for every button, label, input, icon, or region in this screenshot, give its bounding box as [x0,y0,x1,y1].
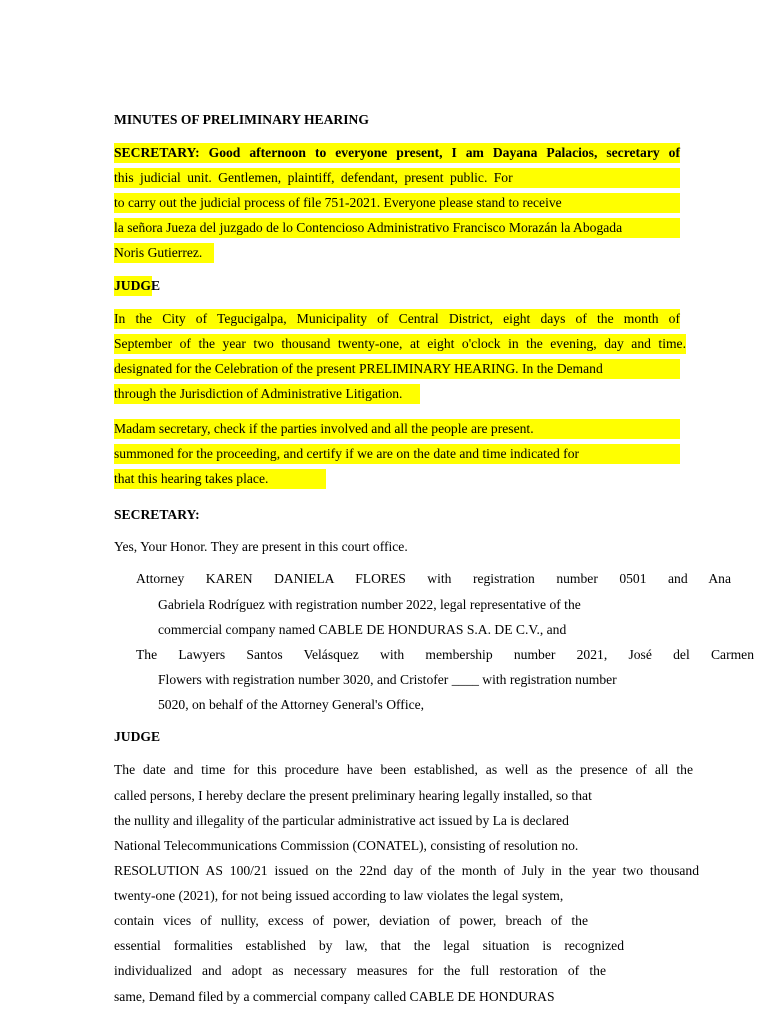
judge-paragraph-line: summoned for the proceeding, and certify if we are on the date and time indicated for [114,444,680,464]
attendee-line: 5020, on behalf of the Attorney General's Office, [158,697,425,712]
judge-paragraph-line: Madam secretary, check if the parties involved and all the people are present. [114,419,680,439]
judge-paragraph-line: essential formalities established by law, that the legal situation is recognized [114,938,624,953]
secretary-reply: Yes, Your Honor. They are present in this court office. [114,539,408,554]
attendee-line: commercial company named CABLE DE HONDURAS S.A. DE C.V., and [158,622,567,637]
judge-paragraph-line: through the Jurisdiction of Administrative Litigation. [114,384,420,404]
judge-paragraph-line: National Telecommunications Commission (CONATEL), consisting of resolution no. [114,838,579,853]
judge-heading: JUDGE [114,729,161,744]
judge-paragraph-line: The date and time for this procedure have been established, as well as the presence of all the [114,762,693,777]
judge-heading: JUDGE [114,276,160,296]
judge-paragraph-line: RESOLUTION AS 100/21 issued on the 22nd day of the month of July in the year two thousand [114,863,699,878]
judge-paragraph-line: contain vices of nullity, excess of power, deviation of power, breach of the [114,913,588,928]
document-title: MINUTES OF PRELIMINARY HEARING [114,112,369,127]
judge-paragraph-line: twenty-one (2021), for not being issued according to law violates the legal system, [114,888,564,903]
judge-paragraph-line: individualized and adopt as necessary measures for the full restoration of the [114,963,606,978]
attendee-line: Attorney KAREN DANIELA FLORES with registration number 0501 and Ana [136,571,731,586]
judge-paragraph-line: September of the year two thousand twenty-one, at eight o'clock in the evening, day and time. [114,334,686,354]
attendee-line: Gabriela Rodríguez with registration number 2022, legal representative of the [158,597,581,612]
secretary-intro-line: this judicial unit. Gentlemen, plaintiff, defendant, present public. For [114,168,680,188]
judge-paragraph-line: In the City of Tegucigalpa, Municipality of Central District, eight days of the month of [114,309,680,329]
judge-paragraph-line: called persons, I hereby declare the present preliminary hearing legally installed, so that [114,788,592,803]
secretary-intro-line: to carry out the judicial process of file 751-2021. Everyone please stand to receive [114,193,680,213]
judge-paragraph-line: the nullity and illegality of the particular administrative act issued by La is declared [114,813,569,828]
secretary-heading: SECRETARY: [114,507,200,522]
judge-paragraph-line: that this hearing takes place. [114,469,326,489]
secretary-intro-lead: SECRETARY: Good afternoon to everyone present, I am Dayana Palacios, secretary of [114,143,680,163]
secretary-intro-line: Noris Gutierrez. [114,243,214,263]
judge-paragraph-line: same, Demand filed by a commercial company called CABLE DE HONDURAS [114,989,555,1004]
attendee-line: Flowers with registration number 3020, and Cristofer ____ with registration number [158,672,617,687]
judge-paragraph-line: designated for the Celebration of the present PRELIMINARY HEARING. In the Demand [114,359,680,379]
attendee-line: The Lawyers Santos Velásquez with membership number 2021, José del Carmen [136,647,754,662]
secretary-intro-line: la señora Jueza del juzgado de lo Contencioso Administrativo Francisco Morazán la Abogada [114,218,680,238]
